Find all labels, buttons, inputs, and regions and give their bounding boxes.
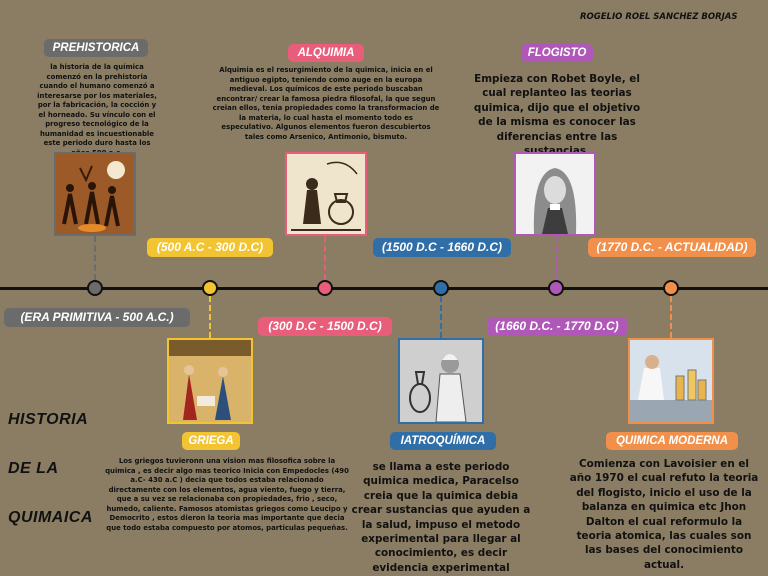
modern-lab-photo-image (628, 338, 714, 424)
period-label-iatroquimica: (1500 D.C - 1660 D.C) (373, 238, 511, 257)
author-name: ROGELIO ROEL SANCHEZ BORJAS (580, 12, 738, 22)
cave-painting-image (54, 152, 136, 236)
era-title-flogisto: FLOGISTO (521, 44, 593, 62)
timeline-dot-griega[interactable] (202, 280, 218, 296)
connector-griega (209, 296, 211, 338)
timeline-dot-iatroquimica[interactable] (433, 280, 449, 296)
era-description-iatroquimica: se llama a este periodo quimica medica, Paracelso creia que la quimica debia crear sustancias que ayuden a la salud, impuso el metodo experimental para llegar al conocimiento, es decir evidencia experimental (351, 461, 531, 574)
era-description-alquimia: Alquimia es el resurgimiento de la quimica, inicia en el antiguo egipto, teniendo como auge en la europa medieval. Los químicos de este periodo buscaban encontrar/ crear la famosa piedra filosofal, la que segun creian ellos, tenia propiedades como la transformacion de la materia, lo cual hasta el momento todo es especulativo. Algunos elementos fueron descubiertos tales como Arsenico, Antimonio, bismuto. (212, 66, 440, 141)
timeline-dot-alquimia[interactable] (317, 280, 333, 296)
timeline-dot-prehistorica[interactable] (87, 280, 103, 296)
page-title-line2: DE LA (8, 460, 59, 477)
connector-prehistorica (94, 236, 96, 280)
period-label-griega: (500 A.C - 300 D.C) (147, 238, 273, 257)
era-description-griega: Los griegos tuvieronn una vision mas filosofica sobre la quimica , es decir algo mas teorico Inicia con Empedocles (490 a.C- 430 a.C ) decia que todos estaba relacionado directamente con los elementos, agua viento, fuego y tierra, que a su vez se relacionaba con propiedades, frio , seco, humedo, caliente. Famosos atomistas griegos como Leucipo y Democrito , estos dieron la teoria mas importante que decia que todo estaba compuesto por atomos, particulas pequeñas. (105, 457, 349, 532)
iatrochemist-photo-image (398, 338, 484, 424)
alchemist-engraving-image (285, 152, 367, 236)
era-title-iatroquimica: IATROQUÍMICA (390, 432, 496, 450)
timeline-dot-quimica-moderna[interactable] (663, 280, 679, 296)
era-description-prehistorica: la historia de la química comenzó en la prehistoria cuando el humano comenzó a interesarse por los materiales, por la fabricación, la cocción y el horneado. Su vínculo con el progreso tecnológico de la humanidad es incuestionable este periodo duro hasta los (37, 63, 157, 147)
page-title-line3: QUIMAICA (8, 509, 93, 526)
connector-quimica-moderna (670, 296, 672, 338)
period-label-prehistorica: (ERA PRIMITIVA - 500 A.C.) (4, 308, 190, 327)
era-title-quimica-moderna: QUIMICA MODERNA (606, 432, 738, 450)
robert-boyle-portrait-image (514, 152, 596, 236)
era-title-griega: GRIEGA (182, 432, 240, 450)
era-title-prehistorica: PREHISTORICA (44, 39, 148, 57)
greek-philosophers-image (167, 338, 253, 424)
era-title-alquimia: ALQUIMIA (288, 44, 364, 62)
connector-iatroquimica (440, 296, 442, 338)
page-title-line1: HISTORIA (8, 411, 89, 428)
timeline-axis (0, 287, 768, 290)
period-label-quimica-moderna: (1770 D.C. - ACTUALIDAD) (588, 238, 756, 257)
era-description-quimica-moderna: Comienza con Lavoisier en el año 1970 el cual refuto la teoria del flogisto, inicio el uso de la balanza en quimica etc Jhon Dalton el cual reformulo la teoria atomica, las cuales son las bases del conocimiento actual. (569, 458, 759, 571)
era-description-flogisto: Empieza con Robet Boyle, el cual replanteo las teorias quimica, dijo que el objetivo de la misma es conocer las diferencias entre las (473, 73, 641, 143)
period-label-flogisto: (1660 D.C. - 1770 D.C) (487, 317, 627, 336)
connector-alquimia (324, 236, 326, 280)
period-label-alquimia: (300 D.C - 1500 D.C) (258, 317, 392, 336)
connector-flogisto (555, 236, 557, 280)
timeline-dot-flogisto[interactable] (548, 280, 564, 296)
